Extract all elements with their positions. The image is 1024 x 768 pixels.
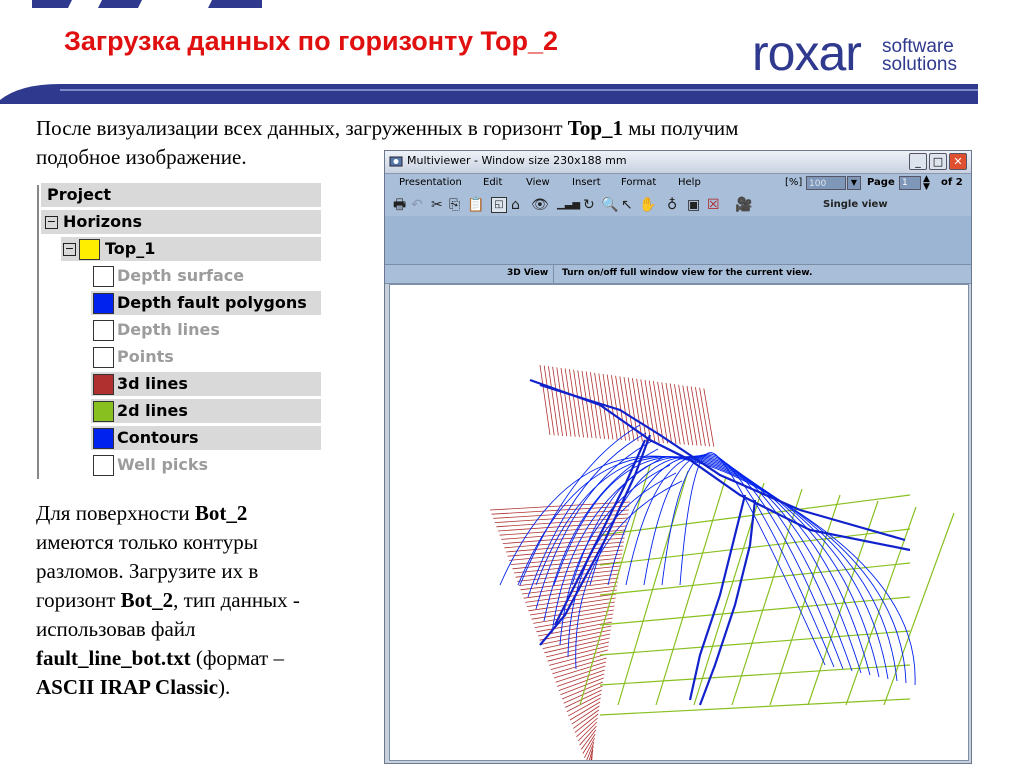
seismic-3d-line — [670, 384, 680, 445]
seismic-2d-line — [580, 465, 650, 705]
full-window-icon[interactable]: ◱ — [491, 197, 507, 213]
seismic-3d-line — [573, 710, 599, 728]
layer-color-checkbox[interactable] — [93, 401, 114, 422]
roxar-logo — [752, 25, 988, 82]
zoom-dropdown-icon[interactable]: ▼ — [847, 176, 861, 190]
layer-color-checkbox[interactable] — [93, 266, 114, 287]
tree-item-layer[interactable] — [91, 291, 321, 315]
copy-icon[interactable]: ⎘ — [449, 197, 461, 213]
seismic-3d-line — [557, 367, 567, 436]
seismic-2d-line — [656, 477, 726, 705]
toolbar-panel — [385, 216, 971, 264]
app-icon — [389, 155, 403, 168]
page-input[interactable]: 1 — [899, 176, 921, 190]
seismic-3d-line — [683, 385, 693, 445]
page-label: Page — [867, 177, 895, 188]
layer-label: 2d lines — [117, 401, 188, 420]
zoom-input[interactable]: 100 — [806, 176, 846, 190]
menu-format[interactable]: Format — [621, 177, 657, 188]
seismic-3d-line — [582, 371, 592, 438]
seismic-3d-line — [575, 714, 598, 733]
menu-insert[interactable]: Insert — [572, 177, 601, 188]
seismic-2d-line — [884, 513, 954, 705]
tree-item-layer[interactable] — [91, 453, 321, 477]
fault-polygon — [700, 500, 755, 705]
seismic-3d-line — [551, 654, 607, 670]
tree-border — [37, 185, 39, 479]
page-spinner-icon[interactable]: ▲ ▼ — [923, 174, 930, 192]
layer-label: Points — [117, 347, 174, 366]
window-titlebar[interactable] — [385, 151, 971, 174]
seismic-2d-line — [600, 563, 910, 595]
camera-icon[interactable]: 🎥 — [735, 197, 753, 213]
seismic-3d-line — [700, 388, 710, 447]
logo-wordmark: roxar — [752, 25, 861, 81]
cut-icon[interactable]: ✂ — [431, 197, 443, 213]
histogram-icon[interactable]: ▁▃▅ — [557, 199, 581, 210]
layer-color-checkbox[interactable] — [93, 374, 114, 395]
pan-hand-icon[interactable]: ✋ — [639, 197, 657, 213]
menu-edit[interactable]: Edit — [483, 177, 503, 188]
home-icon[interactable]: ⌂ — [511, 197, 520, 213]
eye-icon[interactable]: 👁 — [531, 197, 549, 213]
tree-item-project[interactable] — [41, 183, 321, 207]
tree-label-project: Project — [47, 185, 112, 204]
menu-presentation[interactable]: Presentation — [399, 177, 462, 188]
seismic-3d-line — [578, 370, 588, 437]
seismic-3d-line — [544, 638, 609, 653]
top-decoration — [32, 0, 262, 10]
zoom-label: [%] — [785, 177, 803, 188]
seismic-3d-line — [554, 662, 606, 678]
undo-icon[interactable]: ↶ — [411, 197, 423, 213]
status-tab-3d-view[interactable]: 3D View — [507, 268, 549, 278]
close-button[interactable]: ✕ — [949, 153, 967, 170]
collapse-icon[interactable]: − — [64, 242, 75, 255]
seismic-3d-line — [544, 366, 554, 436]
light-icon[interactable]: ♁ — [667, 197, 678, 213]
seismic-2d-line — [600, 699, 910, 715]
seismic-3d-line — [548, 366, 558, 435]
seismic-3d-line — [553, 367, 563, 436]
menu-help[interactable]: Help — [678, 177, 701, 188]
seismic-3d-line — [569, 369, 579, 437]
seismic-3d-line — [687, 386, 697, 446]
rotate-icon[interactable]: ↻ — [583, 197, 595, 213]
seismic-3d-line — [561, 368, 571, 437]
layer-label: Depth surface — [117, 266, 245, 285]
seismic-3d-line — [586, 372, 596, 439]
seismic-3d-line — [556, 666, 606, 682]
seismic-3d-line — [679, 385, 689, 445]
multiviewer-window — [384, 150, 972, 764]
contour-line — [576, 481, 682, 669]
seismic-3d-line — [565, 369, 575, 437]
seismic-3d-line — [666, 383, 676, 444]
toolbar — [385, 194, 971, 216]
paste-icon[interactable]: 📋 — [467, 197, 485, 213]
header-bar — [0, 82, 978, 104]
frame-icon[interactable]: ▣ — [687, 197, 701, 213]
layer-color-checkbox[interactable] — [93, 320, 114, 341]
maximize-button[interactable]: □ — [929, 153, 947, 170]
menu-view[interactable]: View — [526, 177, 550, 188]
fault-polygon — [555, 440, 645, 625]
tree-item-layer[interactable] — [91, 399, 321, 423]
seismic-3d-line — [645, 380, 655, 443]
seismic-3d-line — [570, 702, 600, 720]
menu-bar — [385, 174, 971, 194]
slide-title: Загрузка данных по горизонту Top_2 — [64, 26, 559, 56]
3d-view-canvas[interactable] — [389, 284, 969, 761]
color-swatch-top1 — [79, 239, 100, 260]
3d-surface-rendering — [390, 285, 969, 761]
seismic-3d-line — [546, 642, 609, 657]
tree-label-top1: Top_1 — [105, 239, 156, 258]
tree-item-horizons[interactable] — [41, 210, 321, 234]
seismic-3d-line — [620, 376, 630, 440]
collapse-icon[interactable]: − — [46, 215, 57, 228]
tree-item-layer[interactable] — [91, 345, 321, 369]
layer-color-checkbox[interactable] — [93, 428, 114, 449]
page-count: of 2 — [941, 177, 963, 188]
seismic-3d-line — [574, 370, 584, 438]
layer-label: 3d lines — [117, 374, 188, 393]
seismic-3d-line — [568, 698, 600, 716]
tree-item-layer[interactable] — [91, 426, 321, 450]
delete-frame-icon[interactable]: ☒ — [707, 197, 720, 213]
contour-line — [644, 455, 843, 669]
seismic-2d-line — [600, 665, 910, 685]
intro-paragraph: После визуализации всех данных, загруженных в горизонт Top_1 мы получим подобное изображение. — [36, 116, 739, 169]
contour-line — [662, 454, 834, 667]
seismic-3d-line — [662, 382, 672, 443]
tree-label-horizons: Horizons — [63, 212, 142, 231]
seismic-3d-line — [548, 646, 609, 661]
tree-item-layer[interactable] — [91, 372, 321, 396]
status-message: Turn on/off full window view for the current view. — [562, 268, 813, 278]
single-view-label[interactable]: Single view — [823, 199, 888, 210]
zoom-icon[interactable]: 🔍 — [601, 197, 619, 213]
layer-color-checkbox[interactable] — [93, 347, 114, 368]
logo-tagline: software solutions — [882, 36, 957, 75]
seismic-3d-line — [576, 718, 597, 737]
tree-item-layer[interactable] — [91, 264, 321, 288]
project-tree — [37, 181, 321, 479]
seismic-3d-line — [691, 387, 701, 446]
seismic-3d-line — [674, 384, 684, 444]
layer-label: Contours — [117, 428, 199, 447]
seismic-3d-line — [552, 658, 606, 674]
tree-item-layer[interactable] — [91, 318, 321, 342]
seismic-2d-line — [600, 529, 910, 565]
print-icon[interactable]: 🖶 — [393, 197, 407, 213]
seismic-3d-line — [704, 388, 714, 446]
seismic-3d-line — [549, 650, 608, 665]
seismic-3d-line — [567, 694, 601, 712]
window-title: Multiviewer - Window size 230x188 mm — [407, 154, 627, 167]
note-paragraph: Для поверхности Bot_2 имеются только контуры разломов. Загрузите их в горизонт Bot_2, тип данных - использовав файл fault_line_bot.txt (формат – ASCII IRAP Classic). — [36, 501, 300, 699]
layer-color-checkbox[interactable] — [93, 455, 114, 476]
layer-label: Depth lines — [117, 320, 220, 339]
minimize-button[interactable]: _ — [909, 153, 927, 170]
pointer-icon[interactable]: ↖ — [621, 197, 633, 213]
seismic-3d-line — [572, 706, 600, 724]
status-bar — [385, 264, 971, 284]
status-divider — [553, 265, 554, 283]
seismic-3d-line — [695, 387, 705, 446]
layer-label: Well picks — [117, 455, 209, 474]
layer-label: Depth fault polygons — [117, 293, 307, 312]
contour-line — [500, 456, 915, 685]
layer-color-checkbox[interactable] — [93, 293, 114, 314]
tree-item-top1[interactable] — [61, 237, 321, 261]
seismic-3d-line — [540, 365, 550, 435]
